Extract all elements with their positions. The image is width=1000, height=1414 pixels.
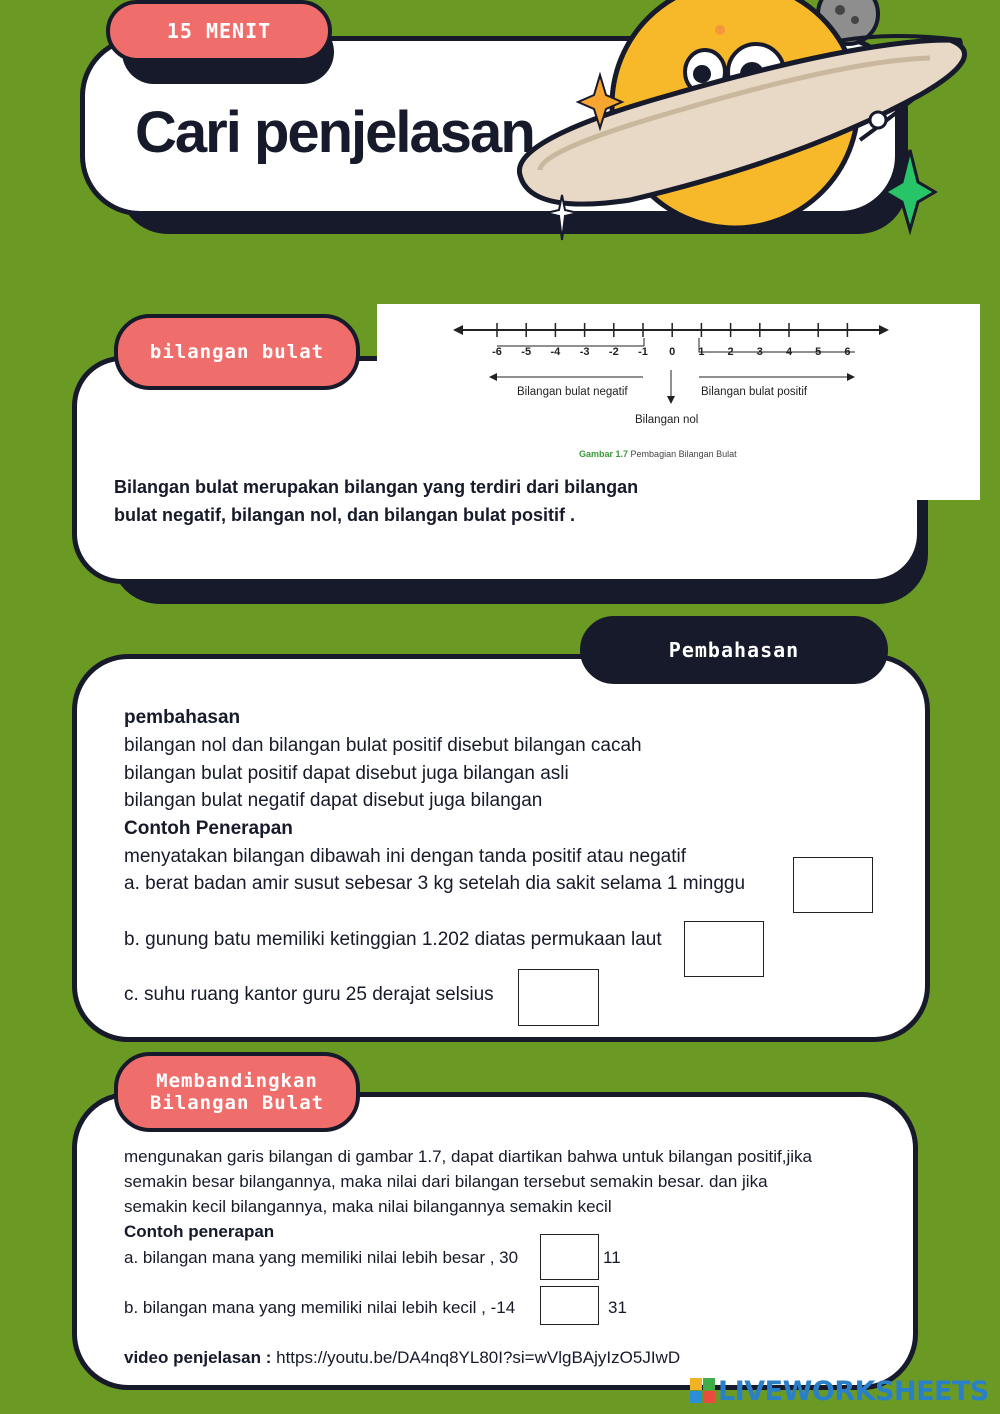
number-line-tick-label: -2: [608, 346, 619, 358]
section3-badge-line-1: Membandingkan: [156, 1070, 318, 1092]
definition-line-1: Bilangan bulat merupakan bilangan yang terdiri dari bilangan: [114, 477, 639, 497]
question-2b: b. gunung batu memiliki ketinggian 1.202 diatas permukaan laut: [124, 929, 662, 950]
definition-line-2: bulat negatif, bilangan nol, dan bilangan bulat positif .: [114, 505, 575, 525]
section3-badge-line-2: Bilangan Bulat: [149, 1092, 325, 1114]
timer-badge: [106, 0, 332, 62]
video-label: video penjelasan :: [124, 1348, 272, 1367]
zero-label: Bilangan nol: [635, 414, 699, 426]
section2-example-heading: Contoh Penerapan: [124, 818, 293, 839]
answer-box-3a[interactable]: [540, 1234, 599, 1280]
page-title: Cari penjelasan: [135, 100, 534, 165]
answer-box-2a[interactable]: [793, 857, 873, 913]
question-3a-right: 11: [603, 1248, 621, 1267]
section3-para-line-1: mengunakan garis bilangan di gambar 1.7, dapat diartikan bahwa untuk bilangan positif,jika: [124, 1147, 813, 1166]
section1-badge: [114, 314, 360, 390]
number-line-tick-label: -5: [521, 346, 532, 358]
number-line-tick-label: 4: [785, 346, 793, 358]
section2-line-2: bilangan bulat positif dapat disebut juga bilangan asli: [124, 763, 569, 784]
positive-label: Bilangan bulat positif: [701, 386, 808, 398]
number-line-tick-label: -1: [638, 346, 648, 358]
question-2a: a. berat badan amir susut sebesar 3 kg setelah dia sakit selama 1 minggu: [124, 873, 746, 894]
number-line-tick-label: 6: [844, 346, 851, 358]
number-line-tick-label: 0: [669, 346, 676, 358]
star-green-icon: [885, 150, 935, 230]
number-line-tick-label: 5: [815, 346, 822, 358]
answer-box-2c[interactable]: [518, 969, 599, 1026]
negative-label: Bilangan bulat negatif: [517, 386, 628, 398]
section3-badge: [114, 1052, 360, 1132]
section2-badge-text: Pembahasan: [668, 638, 800, 662]
section2-line-3: bilangan bulat negatif dapat disebut juga bilangan: [124, 790, 543, 811]
number-line-tick-label: -3: [579, 346, 590, 358]
planet-illustration: [500, 0, 980, 250]
number-line-tick-label: 3: [756, 346, 763, 358]
video-line: [124, 1345, 680, 1370]
answer-box-2b[interactable]: [684, 921, 764, 977]
question-3a: a. bilangan mana yang memiliki nilai lebih besar , 30: [124, 1248, 519, 1267]
section1-badge-text: bilangan bulat: [149, 341, 325, 363]
figure-caption-prefix: Gambar 1.7: [579, 449, 629, 459]
question-3b: b. bilangan mana yang memiliki nilai lebih kecil , -14: [124, 1298, 516, 1317]
section3-para-line-3: semakin kecil bilangannya, maka nilai bilangannya semakin kecil: [124, 1197, 612, 1216]
section2-instruction: menyatakan bilangan dibawah ini dengan tanda positif atau negatif: [124, 846, 686, 867]
figure-caption: [579, 449, 737, 459]
figure-caption-text: Pembagian Bilangan Bulat: [630, 449, 737, 459]
number-line-tick-label: 2: [727, 346, 734, 358]
timer-badge-text: 15 MENIT: [166, 19, 272, 43]
section2-heading: pembahasan: [124, 707, 241, 728]
number-line-tick-label: -6: [492, 346, 502, 358]
watermark-text: LIVEWORKSHEETS: [718, 1375, 989, 1407]
section3-example-heading: Contoh penerapan: [124, 1222, 275, 1241]
number-line-figure: [377, 304, 980, 500]
number-line-tick-label: 1: [698, 346, 705, 358]
section3-para-line-2: semakin besar bilangannya, maka nilai dari bilangan tersebut semakin besar. dan jika: [124, 1172, 768, 1191]
watermark: [690, 1376, 989, 1406]
section2-line-1: bilangan nol dan bilangan bulat positif disebut bilangan cacah: [124, 735, 642, 756]
number-line-tick-label: -4: [550, 346, 561, 358]
liveworksheets-logo-icon: [690, 1378, 716, 1404]
section2-badge: [580, 616, 888, 684]
answer-box-3b[interactable]: [540, 1286, 599, 1325]
video-link[interactable]: https://youtu.be/DA4nq8YL80I?si=wVlgBAjyIzO5JIwD: [276, 1348, 681, 1367]
question-2c: c. suhu ruang kantor guru 25 derajat selsius: [124, 984, 494, 1005]
question-3b-right: 31: [608, 1298, 627, 1317]
